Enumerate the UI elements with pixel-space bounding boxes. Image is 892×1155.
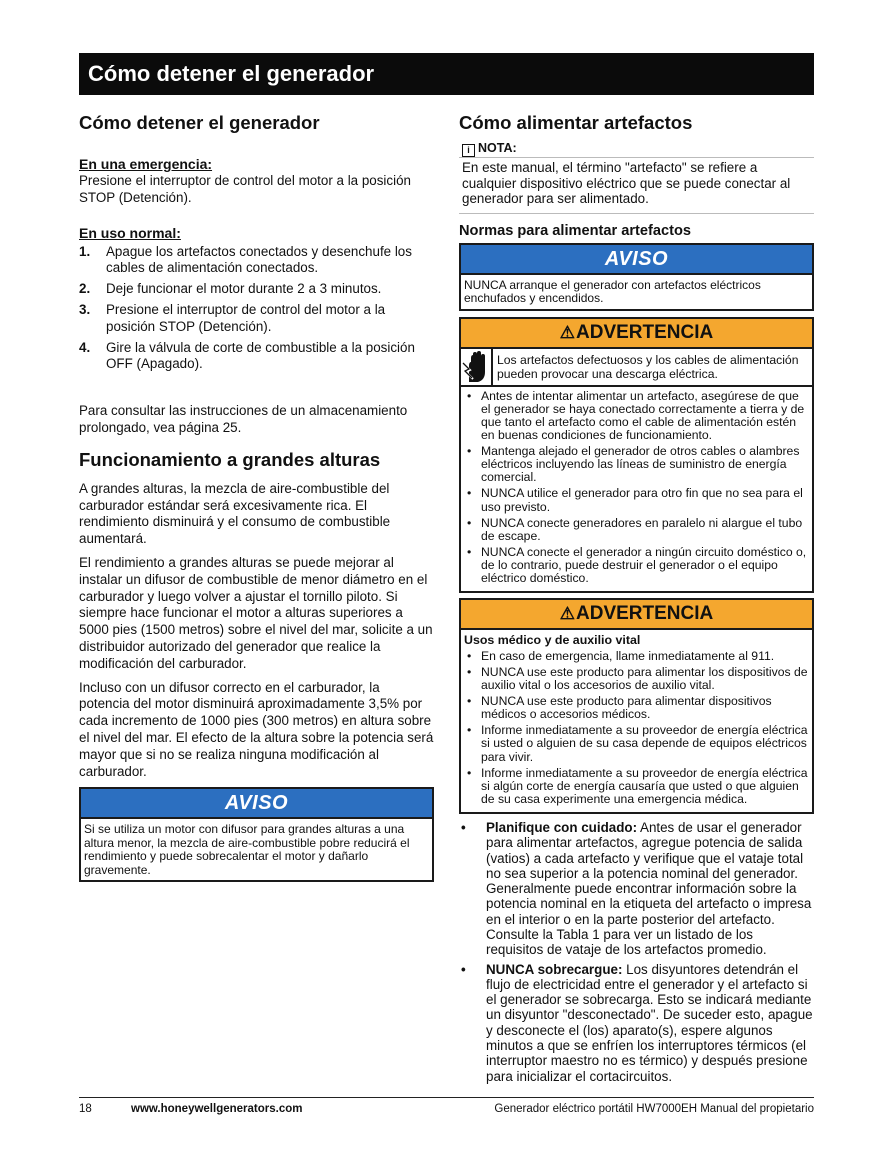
page-banner bbox=[79, 53, 814, 95]
right-column bbox=[459, 112, 814, 1088]
emergency-label: En una emergencia: bbox=[79, 156, 213, 172]
medical-warning-list bbox=[461, 649, 812, 812]
page-title: Cómo detener el generador bbox=[88, 61, 375, 86]
storage-note: Para consultar las instrucciones de un almacenamiento prolongado, vea página 25. bbox=[79, 403, 408, 435]
list-item: • NUNCA sobrecargue: Los disyuntores detendrán el flujo de electricidad entre el generador y el artefacto si el generador se sobrecarga. Esto se indicará mediante un disyuntor "desconectado". De suceder esto, apague y desconecte el (los) aparato(s), espere algunos minutos a que se enfríen los interruptores térmicos (el interruptor maestro no es térmico) y después presione para inicializar el cortacircuitos. bbox=[459, 962, 814, 1084]
altitude-paragraph: A grandes alturas, la mezcla de aire-combustible del carburador estándar será excesivamente rica. El rendimiento disminuirá y el consumo de combustible aumentará. bbox=[79, 480, 391, 547]
list-item: • Planifique con cuidado: Antes de usar el generador para alimentar artefactos, agregue potencia de salida (vatios) a cada artefacto y verifique que el vataje total no sea superior a la potencia nominal del generador. Generalmente puede encontrar información sobre la potencia nominal en la etiqueta del artefacto o impresa en el interior o en la parte posterior del artefacto. Consulte la Tabla 1 para ver un listado de los requisitos de vataje de los artefactos promedio. bbox=[459, 820, 814, 958]
electric-shock-hand-icon bbox=[461, 349, 493, 385]
warning-triangle-icon: ⚠ bbox=[559, 604, 575, 624]
aviso-title: AVISO bbox=[461, 245, 812, 273]
manual-title: Generador eléctrico portátil HW7000EH Manual del propietario bbox=[494, 1103, 814, 1115]
list-item: • NUNCA conecte generadores en paralelo ni alargue el tubo de escape. bbox=[464, 517, 809, 543]
rules-heading: Normas para alimentar artefactos bbox=[459, 222, 691, 239]
warning-header: ⚠ADVERTENCIA bbox=[461, 319, 812, 347]
list-item: • Informe inmediatamente a su proveedor de energía eléctrica si algún corte de energía causaría que usted o que alguien de su casa experimente una emergencia médica. bbox=[464, 767, 809, 806]
hazard-row bbox=[461, 347, 812, 387]
normal-label: En uso normal: bbox=[79, 224, 181, 241]
altitude-aviso-box bbox=[79, 787, 434, 882]
website-link[interactable]: www.honeywellgenerators.com bbox=[131, 1103, 303, 1115]
altitude-paragraph: Incluso con un difusor correcto en el carburador, la potencia del motor disminuirá aproximadamente 3,5% por cada incremento de 1000 pies (300 metros) en altura sobre el nivel del mar. El efecto de la altura sobre la potencia será mayor que si no se realiza ninguna modificación al carburador. bbox=[79, 679, 434, 779]
left-column bbox=[79, 112, 434, 882]
list-item: • NUNCA conecte el generador a ningún circuito doméstico o, de lo contrario, puede destruir el generador o el equipo eléctrico doméstico. bbox=[464, 546, 809, 585]
altitude-paragraph: El rendimiento a grandes alturas se puede mejorar al instalar un difusor de combustible de menor diámetro en el carburador y luego volver a ajustar el tornillo piloto. Si siempre hace funcionar el motor a alturas superiores a 5000 pies (1500 metros) sobre el nivel del mar, solicite a un distribuidor autorizado del generador que realice la modificación del carburador. bbox=[79, 554, 433, 671]
list-item: 3. Presione el interruptor de control del motor a la posición STOP (Detención). bbox=[79, 301, 386, 334]
warning-triangle-icon: ⚠ bbox=[559, 322, 575, 342]
list-item: • Antes de intentar alimentar un artefacto, asegúrese de que el generador se haya conectado correctamente a tierra y de que tanto el artefacto como el cable de alimentación estén en buenas condiciones de funcionamiento. bbox=[464, 390, 809, 442]
shock-warning-list bbox=[461, 387, 812, 591]
note-text: En este manual, el término "artefacto" se refiere a cualquier dispositivo eléctrico que se puede conectar al generador para ser alimentado. bbox=[459, 158, 814, 214]
shock-warning-box bbox=[459, 317, 814, 593]
aviso-title: AVISO bbox=[81, 789, 432, 817]
list-item: • Informe inmediatamente a su proveedor de energía eléctrica si usted o alguien de su casa depende de equipos eléctricos para vivir. bbox=[464, 724, 809, 763]
list-item: 2. Deje funcionar el motor durante 2 a 3 minutos. bbox=[79, 281, 382, 297]
list-item: • NUNCA use este producto para alimentar dispositivos médicos o accesorios médicos. bbox=[464, 695, 809, 721]
list-item: • NUNCA use este producto para alimentar los dispositivos de auxilio vital o los accesorios de auxilio vital. bbox=[464, 666, 809, 692]
normal-steps bbox=[79, 244, 434, 374]
list-item: • Mantenga alejado el generador de otros cables o alambres eléctricos incluyendo las líneas de suministro de energía comercial. bbox=[464, 445, 809, 484]
aviso-text: Si se utiliza un motor con difusor para grandes alturas a una altura menor, la mezcla de aire-combustible pobre reducirá el rendimiento y puede sobrecalentar el motor y dañarlo gravemente. bbox=[81, 817, 432, 880]
page-footer bbox=[79, 1097, 814, 1115]
note-icon: i bbox=[462, 144, 475, 157]
list-item: 4. Gire la válvula de corte de combustible a la posición OFF (Apagado). bbox=[79, 339, 415, 372]
warning-header: ⚠ADVERTENCIA bbox=[461, 600, 812, 628]
medical-subheading: Usos médico y de auxilio vital bbox=[461, 628, 812, 649]
list-item: • En caso de emergencia, llame inmediatamente al 911. bbox=[464, 650, 809, 663]
page-number: 18 bbox=[79, 1103, 92, 1115]
stop-heading: Cómo detener el generador bbox=[79, 112, 320, 133]
note-header: i NOTA: bbox=[459, 140, 814, 158]
hazard-text: Los artefactos defectuosos y los cables de alimentación pueden provocar una descarga eléctrica. bbox=[497, 352, 799, 381]
list-item: • NUNCA utilice el generador para otro fin que no sea para el uso previsto. bbox=[464, 487, 809, 513]
list-item: 1. Apague los artefactos conectados y desenchufe los cables de alimentación conectados. bbox=[79, 243, 412, 276]
altitude-heading: Funcionamiento a grandes alturas bbox=[79, 448, 381, 470]
aviso-text: NUNCA arranque el generador con artefactos eléctricos enchufados y encendidos. bbox=[461, 273, 812, 309]
medical-warning-box bbox=[459, 598, 814, 814]
appliance-tips-list bbox=[459, 820, 814, 1084]
emergency-text: Presione el interruptor de control del motor a la posición STOP (Detención). bbox=[79, 173, 411, 205]
rules-aviso-box bbox=[459, 243, 814, 311]
appliances-heading: Cómo alimentar artefactos bbox=[459, 112, 693, 133]
